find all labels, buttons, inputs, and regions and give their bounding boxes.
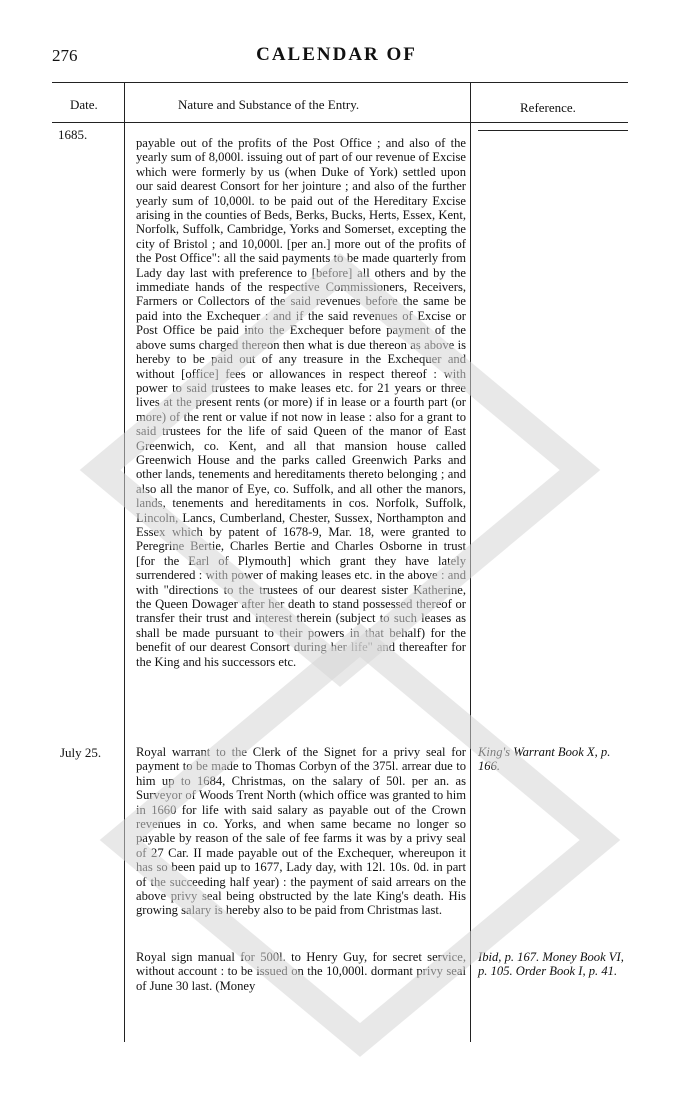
column-heading-date: Date.	[70, 97, 98, 112]
page-number: 276	[52, 46, 78, 65]
entry-date: July 25.	[60, 745, 102, 760]
header-mid-rule	[478, 130, 628, 131]
column-heading-nature: Nature and Substance of the Entry.	[178, 97, 360, 112]
entry-paragraph: Royal sign manual for 500l. to Henry Guy, for secret service, without account : to be issued on the 10,000l. dormant privy seal of June 30 last. (Money	[136, 950, 466, 993]
column-rule-left	[124, 82, 125, 1042]
entry-paragraph: Royal warrant to the Clerk of the Signet for a privy seal for payment to be made to Thomas Corbyn of the 375l. arrear due to him up to 1684, Christmas, on the salary of 50l. per an. as Surveyor of Woods Trent North (which office was granted to him in 1660 for life with said salary as payable out of the Crown revenues in co. Yorks, and when same became no longer so payable by reason of the sale of fee farms it was by a privy seal of 27 Car. II made payable out of the Exchequer, whereupon it has so been paid up to 1677, Lady day, with 12l. 10s. 0d. in part of the succeeding half year) : the payment of said arrears on the above privy seal being obstructed by the late King's death. His growing salary is hereby also to be paid from Christmas last.	[136, 745, 466, 918]
entry-text	[136, 950, 466, 993]
entry-text	[136, 136, 466, 669]
header-bottom-rule	[52, 122, 628, 123]
entry-reference: King's Warrant Book X, p. 166.	[478, 745, 611, 774]
column-rule-right	[470, 82, 471, 1042]
column-heading-reference: Reference.	[520, 100, 576, 115]
year-label: 1685.	[58, 127, 88, 142]
entry-paragraph: payable out of the profits of the Post Office ; and also of the yearly sum of 8,000l. issuing out of part of our revenue of Excise which were formerly by us (when Duke of York) settled upon our said dearest Consort for her jointure ; and also of the further yearly sum of 10,000l. to be paid out of the Hereditary Excise arising in the counties of Beds, Berks, Bucks, Herts, Essex, Kent, Norfolk, Suffolk, Cambridge, Yorks and Somerset, excepting the city of Bristol ; and 10,000l. [per an.] more out of the profits of the Post Office": all the said payments to be made quarterly from Lady day last with preference to [before] all others and by the immediate hands of the respective Commissioners, Receivers, Farmers or Collectors of the said revenues before the same be paid into the Exchequer : and if the said revenues of Excise or Post Office be paid into the Exchequer before payment of the above sums charged thereon then what is due thereon as above is hereby to be paid out of any treasure in the Exchequer and without [office] fees or allowances in respect thereof : with power to said trustees to make leases etc. for 21 years or three lives at the present rents (or more) if in lease or a fourth part (or more) of the rent or value if not now in lease : also for a grant to said trustees for the life of said Queen of the manor of East Greenwich, co. Kent, and all that mansion house called Greenwich House and the parks called Greenwich Parks and other lands, tenements and hereditaments thereto belonging ; and also all the manor of Eye, co. Suffolk, and all other the manors, lands, tenements and hereditaments in cos. Norfolk, Suffolk, Lincoln, Lancs, Cumberland, Chester, Sussex, Northampton and Essex which by patent of 1678-9, Mar. 18, were granted to Peregrine Bertie, Charles Bertie and Charles Osborne in trust [for the Earl of Plymouth] which grant they have lately surrendered : with power of making leases etc. in the above : and with "directions to the trustees of our dearest sister Katherine, the Queen Dowager after her death to stand possessed thereof or transfer their trust and interest therein (subject to such leases as shall be made pursuant to their powers in that behalf) for the benefit of our dearest Consort during her life" and thereafter for the King and his successors etc.	[136, 136, 466, 669]
entry-reference: Ibid, p. 167. Money Book VI, p. 105. Order Book I, p. 41.	[478, 950, 624, 979]
entry-text	[136, 745, 466, 918]
running-title: CALENDAR OF	[256, 44, 417, 65]
header-top-rule	[52, 82, 628, 83]
